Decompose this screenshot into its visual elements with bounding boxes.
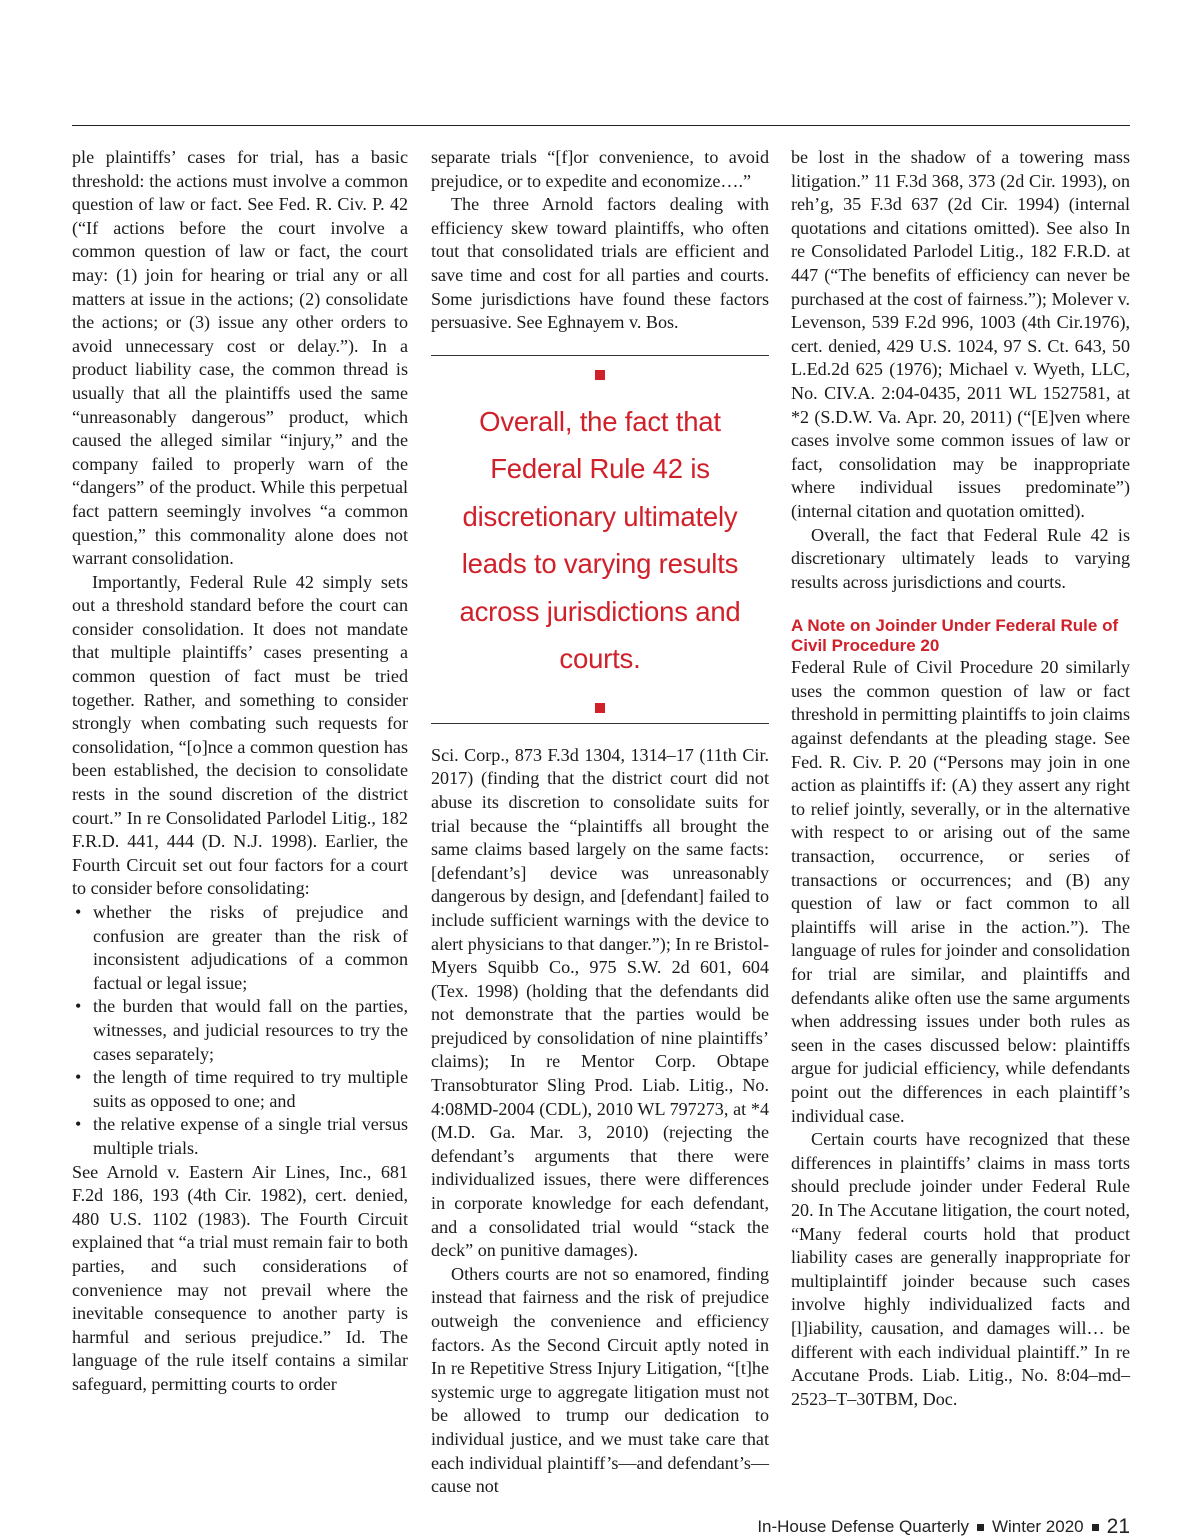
col3-paragraph-2: Overall, the fact that Federal Rule 42 is discretionary ultimately leads to varying results across jurisdictions and courts. [791, 524, 1130, 592]
list-item: • the burden that would fall on the parties, witnesses, and judicial resources to try the cases separately; [72, 995, 408, 1066]
square-separator-icon [977, 1524, 984, 1531]
pull-quote-bottom-rule [431, 723, 769, 724]
col2-paragraph-3: Sci. Corp., 873 F.3d 1304, 1314–17 (11th Cir. 2017) (finding that the district court did not abuse its discretion to consolidate suits for trial because the “plaintiffs all brought the same claims based largely on the same facts: [defendant’s] device was unreasonably dangerous by design, and [defendant] failed to include sufficient warnings with the device to alert physicians to that danger.”); In re Bristol-Myers Squibb Co., 975 S.W. 2d 601, 604 (Tex. 1998) (holding that the defendants did not demonstrate that the parties would be prejudiced by consolidation of nine plaintiffs’ claims); In re Mentor Corp. Obtape Transobturator Sling Prod. Liab. Litig., No. 4:08MD-2004 (CDL), 2010 WL 797273, at *4 (M.D. Ga. Mar. 3, 2010) (rejecting the defendant’s arguments that there were individualized issues, there were differences in corporate knowledge for each defendant, and a consolidated trial would “stack the deck” on punitive damages). [431, 744, 769, 1261]
list-item: • the relative expense of a single trial versus multiple trials. [72, 1113, 408, 1160]
pull-quote: Overall, the fact that Federal Rule 42 is discretionary ultimately leads to varying results across jurisdictions and courts. [459, 405, 741, 675]
col1-paragraph-3: See Arnold v. Eastern Air Lines, Inc., 681 F.2d 186, 193 (4th Cir. 1982), cert. denied, 480 U.S. 1102 (1983). The Fourth Circuit explained that “a trial must remain fair to both parties, and such considerations of convenience may not prevail where the inevitable consequence to another party is harmful and serious prejudice.” Id. The language of the rule itself contains a similar safeguard, permitting courts to order [72, 1161, 408, 1394]
section-subheading: A Note on Joinder Under Federal Rule of Civil Procedure 20 [791, 616, 1119, 656]
column-3 [791, 146, 1130, 1411]
publication-name: In-House Defense Quarterly [757, 1517, 969, 1536]
col2-paragraph-1: separate trials “[f]or convenience, to avoid prejudice, or to expedite and economize….” [431, 147, 769, 191]
pull-quote-box [431, 355, 769, 724]
page-footer [757, 1515, 1130, 1539]
col3-paragraph-1: be lost in the shadow of a towering mass litigation.” 11 F.3d 368, 373 (2d Cir. 1993), on reh’g, 35 F.3d 637 (2d Cir. 1994) (internal quotations and citations omitted). See also In re Consolidated Parlodel Litig., 182 F.R.D. at 447 (“The benefits of efficiency can never be purchased at the cost of fairness.”); Molever v. Levenson, 539 F.2d 996, 1003 (4th Cir.1976), cert. denied, 429 U.S. 1024, 97 S. Ct. 643, 50 L.Ed.2d 625 (1976); Michael v. Wyeth, LLC, No. CIV.A. 2:04-0435, 2011 WL 1527581, at *2 (S.D.W. Va. Apr. 20, 2011) (“[E]ven where cases involve some common issues of law or fact, consolidation may be inappropriate where individual issues predominate”) (internal citation and quotation omitted). [791, 147, 1130, 521]
page-number: 21 [1106, 1515, 1130, 1538]
list-item: • whether the risks of prejudice and confusion are greater than the risk of inconsistent adjudications of a common factual or legal issue; [72, 901, 408, 995]
column-1 [72, 146, 408, 1396]
issue-date: Winter 2020 [991, 1517, 1084, 1536]
col3-paragraph-4: Certain courts have recognized that these differences in plaintiffs’ claims in mass torts should preclude joinder under Federal Rule 20. In The Accutane litigation, the court noted, “Many federal courts hold that product liability cases are generally inappropriate for multiplaintiff joinder because such cases involve highly individualized facts and [l]iability, causation, and damages will… be different with each individual plaintiff.” In re Accutane Prods. Liab. Litig., No. 8:04–md–2523–T–30TBM, Doc. [791, 1129, 1130, 1409]
col1-paragraph-1: ple plaintiffs’ cases for trial, has a basic threshold: the actions must involve a common question of law or fact. See Fed. R. Civ. P. 42 (“If actions before the court involve a common question of law or fact, the court may: (1) join for hearing or trial any or all matters at issue in the actions; (2) consolidate the actions; or (3) issue any other orders to avoid unnecessary cost or delay.”). In a product liability case, the common thread is usually that all the plaintiffs used the same “unreasonably dangerous” product, which caused the alleged similar “injury,” and the company failed to properly warn of the “dangers” of the product. While this perpetual fact pattern seemingly involves “a common question,” this commonality alone does not warrant consolidation. [72, 147, 408, 569]
consolidation-factors-list [72, 901, 408, 1161]
top-rule [72, 125, 1130, 126]
red-square-icon [595, 703, 605, 713]
column-2 [431, 146, 769, 1499]
col1-paragraph-2: Importantly, Federal Rule 42 simply sets out a threshold standard before the court can consider consolidation. It does not mandate that multiple plaintiffs’ cases presenting a common question of fact must be tried together. Rather, and something to consider strongly when combating such requests for consolidation, “[o]nce a common question has been established, the decision to consolidate rests in the sound discretion of the district court.” In re Consolidated Parlodel Litig., 182 F.R.D. 441, 444 (D. N.J. 1998). Earlier, the Fourth Circuit set out four factors for a court to consider before consolidating: [72, 571, 408, 899]
red-square-icon [595, 370, 605, 380]
pull-quote-top-rule [431, 355, 769, 356]
square-separator-icon [1092, 1524, 1099, 1531]
col2-paragraph-2: The three Arnold factors dealing with efficiency skew toward plaintiffs, who often tout that consolidated trials are efficient and save time and cost for all parties and courts. Some jurisdictions have found these factors persuasive. See Eghnayem v. Bos. [431, 194, 769, 333]
col3-paragraph-3: Federal Rule of Civil Procedure 20 similarly uses the common question of law or fact threshold in permitting plaintiffs to join claims against defendants at the pleading stage. See Fed. R. Civ. P. 20 (“Persons may join in one action as plaintiffs if: (A) they assert any right to relief jointly, severally, or in the alternative with respect to or arising out of the same transaction, occurrence, or series of transactions or occurrences; and (B) any question of law or fact common to all plaintiffs will arise in the action.”). The language of rules for joinder and consolidation for trial are similar, and plaintiffs and defendants alike often use the same arguments when addressing issues under both rules as seen in the cases discussed below: plaintiffs argue for judicial efficiency, while defendants point out the differences in each plaintiff’s individual case. [791, 657, 1130, 1126]
col2-paragraph-4: Others courts are not so enamored, finding instead that fairness and the risk of prejudice outweigh the convenience and efficiency factors. As the Second Circuit aptly noted in In re Repetitive Stress Injury Litigation, “[t]he systemic urge to aggregate litigation must not be allowed to trump our dedication to individual justice, and we must take care that each individual plaintiff’s—and defendant’s—cause not [431, 1263, 769, 1497]
list-item: • the length of time required to try multiple suits as opposed to one; and [72, 1066, 408, 1113]
